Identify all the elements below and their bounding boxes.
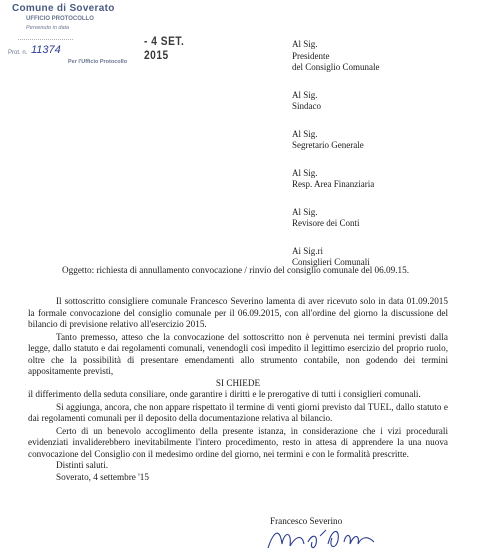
stamp-date: - 4 SET. 2015 [144, 34, 185, 62]
recipient-line: Al Sig. [292, 128, 318, 139]
body-paragraph: Si aggiunga, ancora, che non appare rispettato il termine di venti giorni previsto dal TUEL, dallo statuto e dai regolamenti comunali per il deposito della documentazione relativa al bilancio. [28, 401, 448, 423]
body-paragraph: Certo di un benevolo accoglimento della presente istanza, in considerazione che i vizi procedurali evidenziati invaliderebbero inevitabilmente l'intero procedimento, resto in attesa di apprendere la una nuova convocazione del Consiglio con il medesimo ordine del giorno, nei termini e con le formalità prescritte. [28, 425, 448, 459]
handwritten-signature [262, 522, 382, 554]
recipient-secretary [292, 129, 472, 152]
place-date: Soverato, 4 settembre '15 [56, 471, 149, 482]
recipient-line: Al Sig. [292, 206, 318, 217]
subject-block [28, 265, 448, 277]
letter-body [28, 296, 448, 483]
recipient-line: Sindaco [292, 101, 321, 111]
recipient-line: Consiglieri Comunali [292, 257, 370, 267]
recipient-line: del Consiglio Comunale [292, 62, 380, 72]
greeting: Distinti saluti. [56, 460, 109, 470]
recipient-line: Al Sig. [292, 89, 318, 100]
recipient-line: Resp. Area Finanziaria [292, 179, 375, 189]
signer-name: Francesco Severino [270, 516, 343, 526]
stamp-office: UFFICIO PROTOCOLLO [26, 16, 94, 22]
recipient-line: Ai Sig.ri [292, 245, 324, 256]
recipient-finance [292, 168, 472, 191]
protocol-stamp [4, 3, 224, 65]
recipient-line: Al Sig. [292, 167, 318, 178]
body-paragraph: Il sottoscritto consigliere comunale Francesco Severino lamenta di aver ricevuto solo in data 01.09.2015 la formale convocazione del consiglio comunale per il 06.09.2015, con all'ordine del giorno la discussione del bilancio di previsione relativo all'esercizio 2015. [28, 296, 448, 329]
body-paragraph: il differimento della seduta consiliare, onde garantire i diritti e le prerogative di tutti i consiglieri comunali. [28, 389, 421, 399]
stamp-dots: ............................ [18, 36, 74, 42]
request-heading: SI CHIEDE [215, 377, 261, 388]
recipient-line: Presidente [292, 50, 330, 61]
recipient-auditor [292, 207, 472, 230]
recipient-president [292, 39, 472, 74]
stamp-office-sign: Per l'Ufficio Protocollo [68, 59, 128, 65]
stamp-prot-number: 11374 [31, 44, 61, 56]
subject-text: Oggetto: richiesta di annullamento convocazione / rinvio del consiglio comunale del 06.09.15. [62, 265, 409, 275]
stamp-title: Comune di Soverato [12, 3, 115, 14]
recipient-line: Al Sig. [292, 39, 318, 49]
recipient-mayor [292, 90, 472, 113]
recipient-line: Revisore dei Conti [292, 218, 360, 228]
recipient-line: Segretario Generale [292, 140, 364, 150]
stamp-prot-label: Prot. n. [8, 50, 28, 56]
recipients-block [292, 39, 472, 285]
body-paragraph: Tanto premesso, atteso che la convocazione del sottoscritto non è pervenuta nei termini previsti dalla legge, dallo statuto e dai regolamenti comunali, venendogli così impedito il legittimo esercizio del proprio ruolo, oltre che la possibilità di presentare emendamenti allo strumento contabile, non godendo dei termini appositamente previsti, [28, 331, 448, 376]
stamp-received: Pervenuto in data [26, 25, 70, 31]
